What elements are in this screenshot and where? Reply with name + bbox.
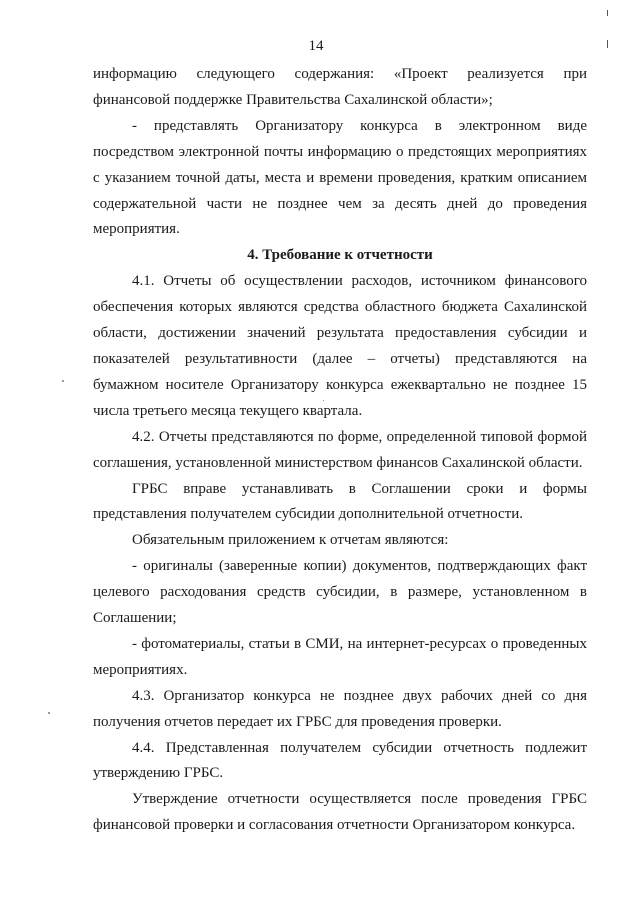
paragraph-attachments-intro: Обязательным приложением к отчетам являются:: [132, 532, 449, 549]
paragraph-4-2: 4.2. Отчеты представляются по форме, определенной типовой формой соглашения, установленной министерством финансов Сахалинской области.: [93, 428, 587, 471]
paragraph-list-item: - фотоматериалы, статьи в СМИ, на интернет-ресурсах о проведенных мероприятиях.: [93, 635, 587, 678]
paragraph-list-item: - оригиналы (заверенные копии) документов, подтверждающих факт целевого расходования средств субсидии, в размере, установленном в Соглашении;: [93, 558, 587, 627]
paragraph-4-4: 4.4. Представленная получателем субсидии отчетность подлежит утверждению ГРБС.: [93, 739, 587, 782]
paragraph-continuation: информацию следующего содержания: «Проект реализуется при финансовой поддержке Правительства Сахалинской области»;: [93, 66, 587, 108]
paragraph-approval: Утверждение отчетности осуществляется после проведения ГРБС финансовой проверки и согласования отчетности Организатором конкурса.: [93, 791, 587, 834]
paragraph-grbs-rights: ГРБС вправе устанавливать в Соглашении сроки и формы представления получателем субсидии дополнительной отчетности.: [93, 480, 587, 523]
document-body: [93, 62, 587, 839]
scan-speck: [62, 380, 64, 382]
paragraph-4-1: 4.1. Отчеты об осуществлении расходов, источником финансового обеспечения которых являются средства областного бюджета Сахалинской области, достижении значений результата предоставления субсидии и показателей результативности (далее – отчеты) представляются на бумажном носителе Организатору конкурса ежеквартально не позднее 15 числа третьего месяца текущего квартала.: [93, 273, 587, 419]
scan-edge-mark: [607, 40, 608, 48]
scan-speck: [323, 400, 324, 401]
page-number: 14: [308, 38, 324, 54]
scan-edge-mark: [607, 10, 608, 16]
scan-speck: [48, 712, 50, 714]
paragraph-4-3: 4.3. Организатор конкурса не позднее двух рабочих дней со дня получения отчетов передает их ГРБС для проведения проверки.: [93, 687, 587, 730]
section-heading: 4. Требование к отчетности: [247, 247, 433, 264]
paragraph-list-item: - представлять Организатору конкурса в электронном виде посредством электронной почты информацию о предстоящих мероприятиях с указанием точной даты, места и времени проведения, кратким описанием содержательной части не позднее чем за десять дней до проведения мероприятия.: [93, 117, 587, 238]
